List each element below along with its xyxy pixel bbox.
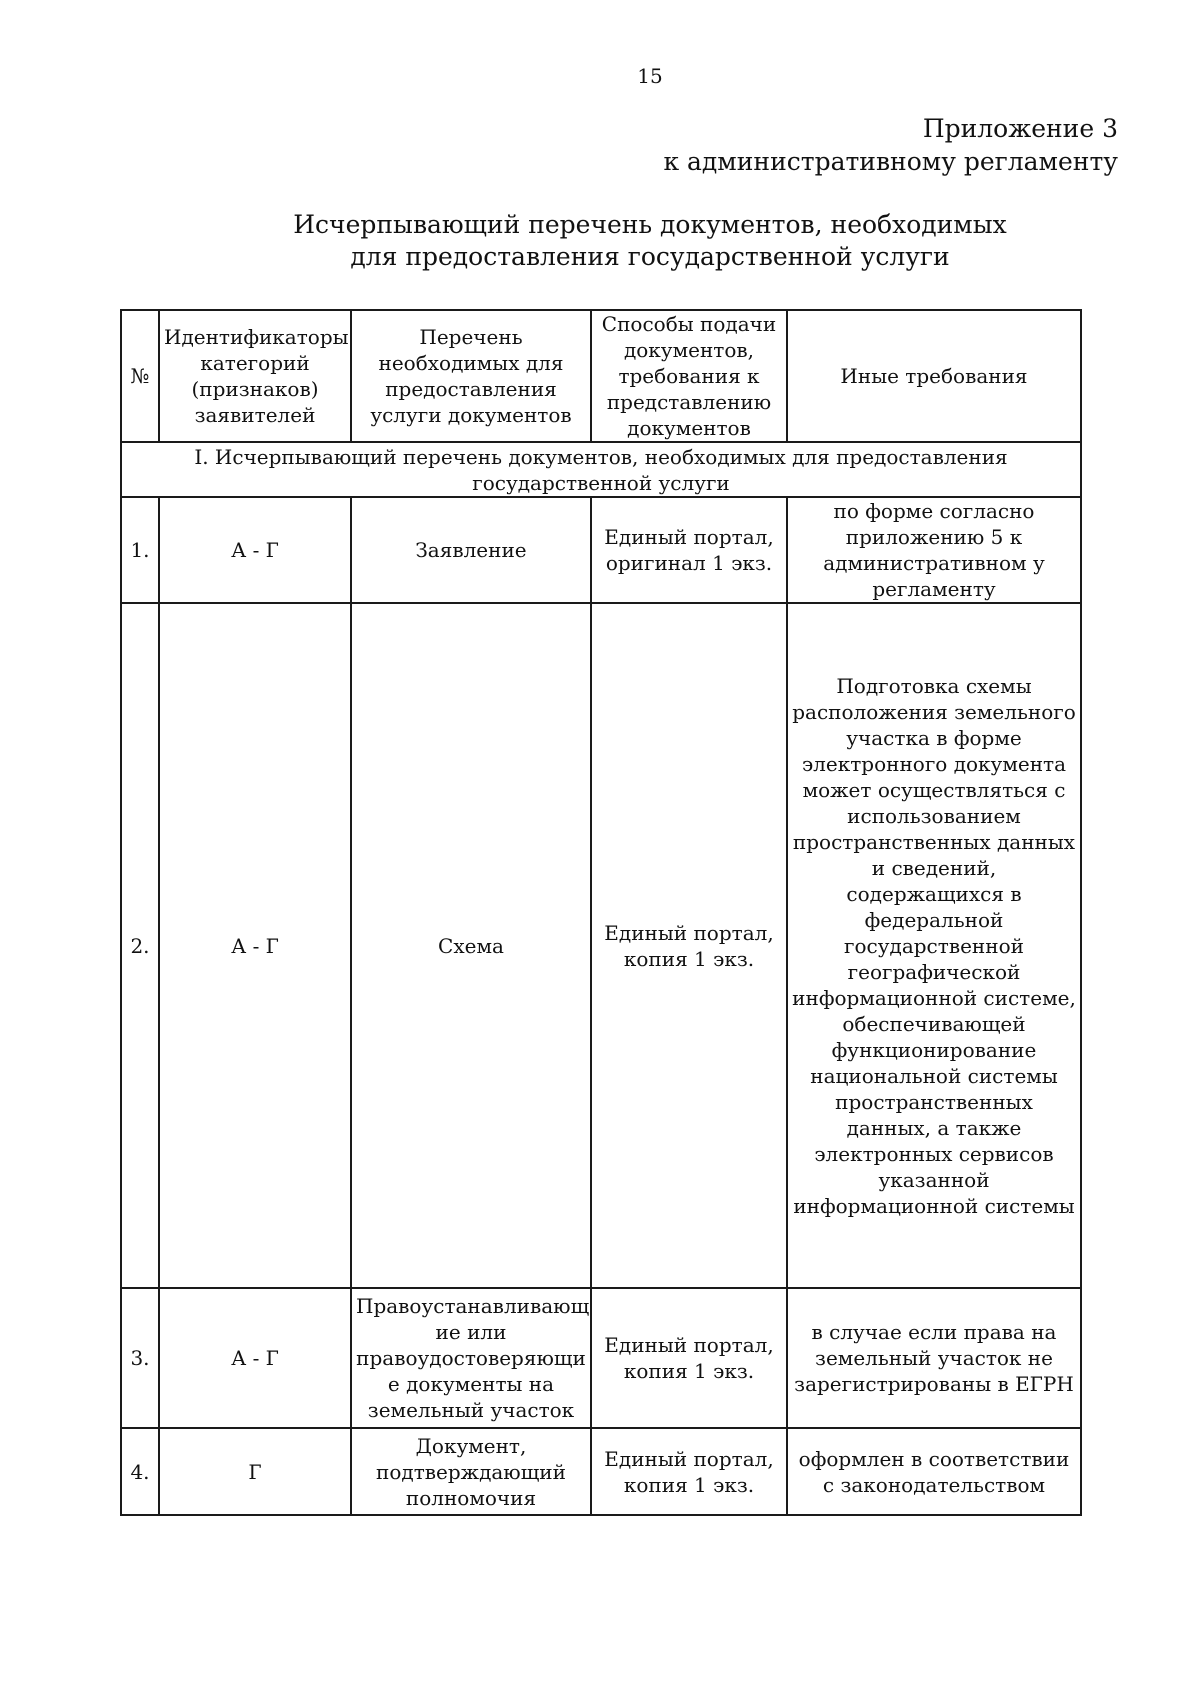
header-applicant-categories: Идентификаторы категорий (признаков) заявителей	[159, 310, 351, 442]
table-row	[121, 1428, 1081, 1515]
section-title: I. Исчерпывающий перечень документов, необходимых для предоставления государственной услуги	[121, 442, 1081, 497]
row-method: Единый портал, оригинал 1 экз.	[591, 497, 787, 603]
appendix-line-2: к административному регламенту	[663, 147, 1118, 176]
row-document: Схема	[351, 603, 591, 1288]
row-other-requirements: по форме согласно приложению 5 к административном у регламенту	[787, 497, 1081, 603]
appendix-line-1: Приложение 3	[922, 114, 1118, 143]
table-section-row	[121, 442, 1081, 497]
row-category: А - Г	[159, 1288, 351, 1428]
header-other-requirements: Иные требования	[787, 310, 1081, 442]
table-row	[121, 603, 1081, 1288]
page-number: 15	[637, 64, 663, 88]
row-document: Правоустанавливающ ие или правоудостоверяющи е документы на земельный участок	[351, 1288, 591, 1428]
row-other-requirements: оформлен в соответствии с законодательством	[787, 1428, 1081, 1515]
documents-table	[120, 309, 1082, 1516]
header-required-documents: Перечень необходимых для предоставления услуги документов	[351, 310, 591, 442]
row-method: Единый портал, копия 1 экз.	[591, 1288, 787, 1428]
document-title-line-2: для предоставления государственной услуги	[350, 242, 950, 271]
table-row	[121, 1288, 1081, 1428]
row-number: 3.	[121, 1288, 159, 1428]
row-other-requirements: Подготовка схемы расположения земельного участка в форме электронного документа может осуществляться с использованием пространственных данных и сведений, содержащихся в федеральной государственной географической информационной системе, обеспечивающей функционирование национальной системы пространственных данных, а также электронных сервисов указанной информационной системы	[787, 603, 1081, 1288]
row-number: 1.	[121, 497, 159, 603]
table-header-row	[121, 310, 1081, 442]
row-document: Заявление	[351, 497, 591, 603]
row-category: А - Г	[159, 603, 351, 1288]
header-submission-methods: Способы подачи документов, требования к представлению документов	[591, 310, 787, 442]
row-number: 4.	[121, 1428, 159, 1515]
row-other-requirements: в случае если права на земельный участок не зарегистрированы в ЕГРН	[787, 1288, 1081, 1428]
document-title-line-1: Исчерпывающий перечень документов, необходимых	[293, 210, 1007, 239]
document-title	[160, 209, 1140, 273]
row-number: 2.	[121, 603, 159, 1288]
row-method: Единый портал, копия 1 экз.	[591, 603, 787, 1288]
row-category: А - Г	[159, 497, 351, 603]
appendix-heading	[663, 112, 1118, 178]
row-category: Г	[159, 1428, 351, 1515]
header-number: №	[121, 310, 159, 442]
row-document: Документ, подтверждающий полномочия	[351, 1428, 591, 1515]
row-method: Единый портал, копия 1 экз.	[591, 1428, 787, 1515]
table-row	[121, 497, 1081, 603]
